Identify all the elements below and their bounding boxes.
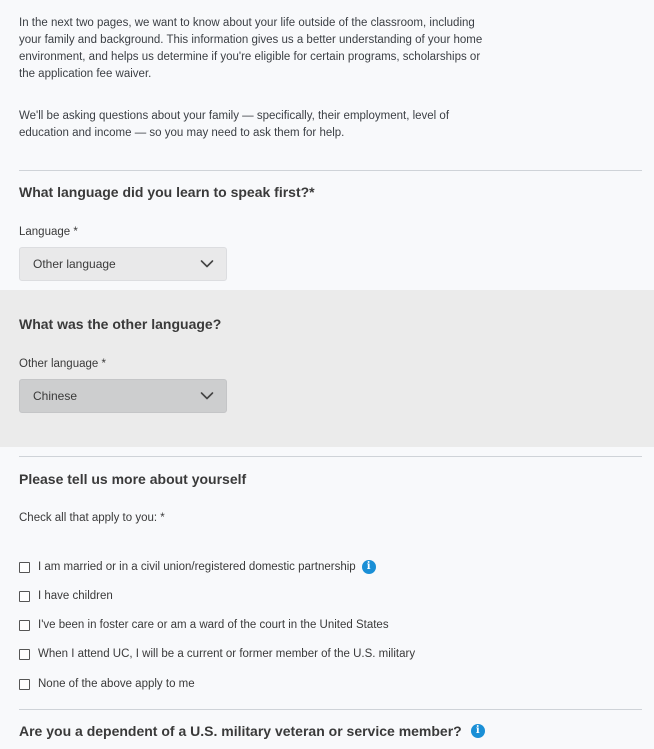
info-icon[interactable]: i <box>471 724 485 738</box>
checkbox-label: None of the above apply to me <box>38 678 195 690</box>
checkbox[interactable] <box>19 679 30 690</box>
checkbox-option-married[interactable] <box>19 559 376 575</box>
checkbox-option-military[interactable] <box>19 646 415 662</box>
about-instruction: Check all that apply to you: * <box>19 512 165 524</box>
checkbox-option-children[interactable] <box>19 588 113 604</box>
intro-paragraph-2: We'll be asking questions about your family — specifically, their employment, level of education and income — so you may need to ask them for help. <box>19 110 450 139</box>
checkbox-option-none[interactable] <box>19 676 195 692</box>
dependent-heading-row <box>19 723 485 739</box>
about-heading: Please tell us more about yourself <box>19 471 247 487</box>
checkbox[interactable] <box>19 591 30 602</box>
info-icon[interactable]: i <box>362 560 376 574</box>
other-language-label: Other language * <box>19 358 106 370</box>
divider <box>19 709 642 710</box>
checkbox-option-foster-care[interactable] <box>19 617 389 633</box>
other-language-heading: What was the other language? <box>19 316 222 332</box>
checkbox[interactable] <box>19 562 30 573</box>
chevron-down-icon <box>200 391 214 401</box>
divider <box>19 456 642 457</box>
checkbox-label: When I attend UC, I will be a current or former member of the U.S. military <box>38 648 416 660</box>
checkbox[interactable] <box>19 649 30 660</box>
divider <box>19 170 642 171</box>
language-select-value: Other language <box>33 257 116 271</box>
chevron-down-icon <box>200 259 214 269</box>
dependent-heading: Are you a dependent of a U.S. military veteran or service member? <box>19 723 462 739</box>
checkbox-label: I've been in foster care or am a ward of the court in the United States <box>38 619 389 631</box>
checkbox-label: I am married or in a civil union/registered domestic partnership <box>38 561 356 573</box>
checkbox[interactable] <box>19 620 30 631</box>
intro-paragraph-1: In the next two pages, we want to know about your life outside of the classroom, including your family and background. This information gives us a better understanding of your home environment, and helps us determine if you're eligible for certain programs, scholarships or the application fee waiver. <box>19 17 483 80</box>
other-language-select[interactable] <box>19 379 227 413</box>
checkbox-label: I have children <box>38 590 113 602</box>
language-select[interactable] <box>19 247 227 281</box>
language-heading: What language did you learn to speak first?* <box>19 184 315 200</box>
other-language-select-value: Chinese <box>33 389 78 403</box>
language-label: Language * <box>19 226 78 238</box>
